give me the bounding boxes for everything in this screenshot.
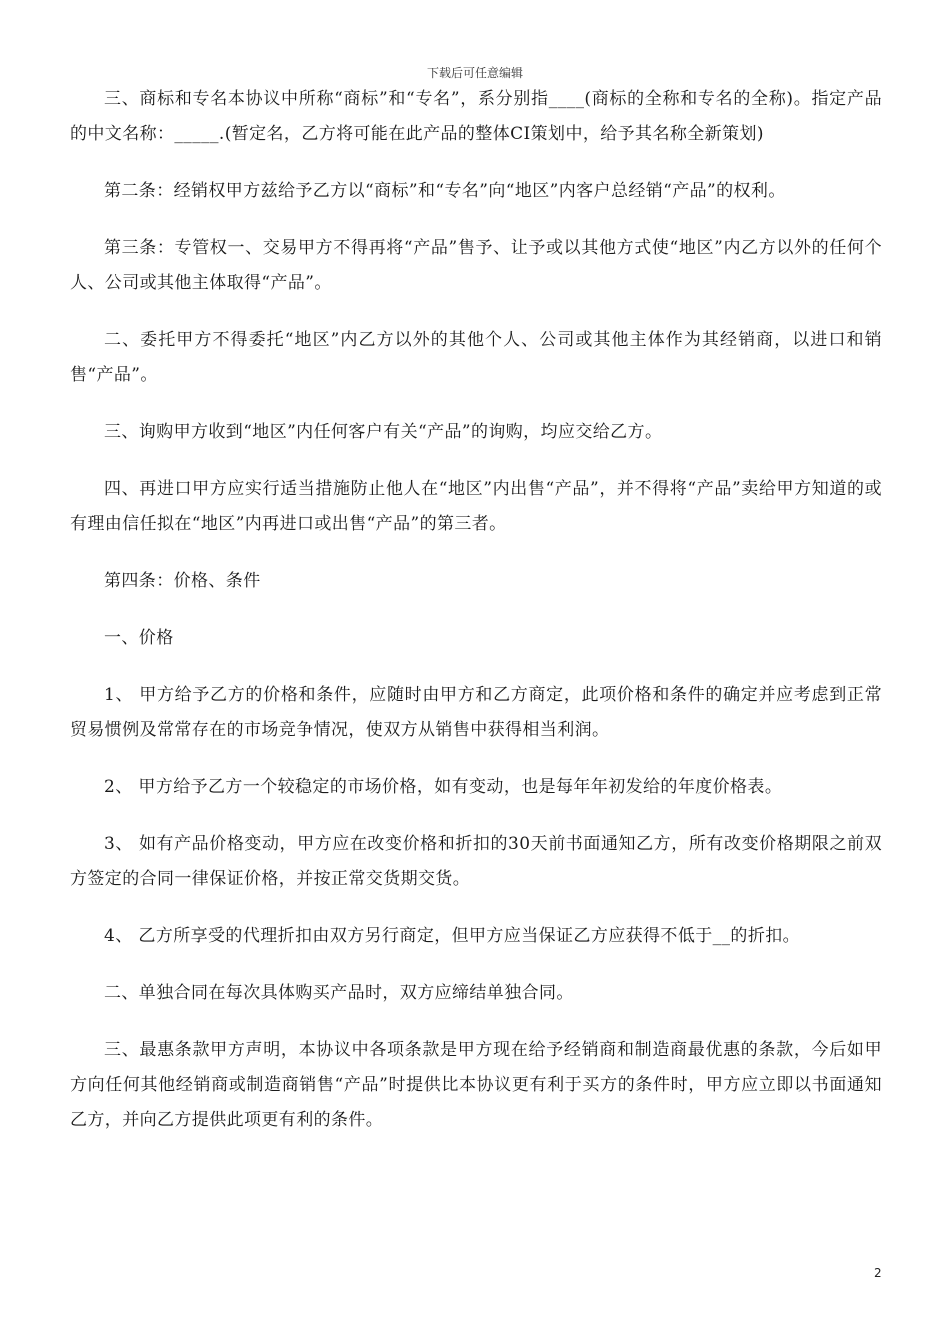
paragraph-article-2-distribution-right: 第二条：经销权甲方兹给予乙方以“商标”和“专名”向“地区”内客户总经销“产品”的权利。 [104, 181, 786, 201]
paragraph-inquiry: 三、询购甲方收到“地区”内任何客户有关“产品”的询购，均应交给乙方。 [104, 422, 663, 442]
paragraph-reimport: 四、再进口甲方应实行适当措施防止他人在“地区”内出售“产品”，并不得将“产品”卖给甲方知道的或有理由信任拟在“地区”内再进口或出售“产品”的第三者。 [70, 479, 882, 534]
paragraph-price-item-1: 1、 甲方给予乙方的价格和条件，应随时由甲方和乙方商定，此项价格和条件的确定并应考虑到正常贸易惯例及常常存在的市场竞争情况，使双方从销售中获得相当利润。 [70, 685, 882, 740]
paragraph-price-heading: 一、价格 [104, 628, 174, 648]
paragraph-price-item-4: 4、 乙方所享受的代理折扣由双方另行商定，但甲方应当保证乙方应获得不低于__的折扣。 [104, 926, 801, 946]
paragraph-entrustment: 二、委托甲方不得委托“地区”内乙方以外的其他个人、公司或其他主体作为其经销商，以进口和销售“产品”。 [70, 330, 882, 385]
paragraph-trademark-definition: 三、商标和专名本协议中所称“商标”和“专名”，系分别指____(商标的全称和专名的全称)。指定产品的中文名称：_____.(暂定名，乙方将可能在此产品的整体CI策划中，给予其名称全新策划) [70, 89, 882, 144]
paragraph-price-item-2: 2、 甲方给予乙方一个较稳定的市场价格，如有变动，也是每年年初发给的年度价格表。 [104, 777, 783, 797]
paragraph-article-4-heading: 第四条：价格、条件 [104, 571, 261, 591]
document-body [70, 82, 882, 1160]
page-number: 2 [874, 1266, 882, 1280]
paragraph-separate-contract: 二、单独合同在每次具体购买产品时，双方应缔结单独合同。 [104, 983, 574, 1003]
watermark-text: 下载后可任意编辑 [426, 66, 523, 80]
paragraph-article-3-exclusive-right: 第三条：专管权一、交易甲方不得再将“产品”售予、让予或以其他方式使“地区”内乙方以外的任何个人、公司或其他主体取得“产品”。 [70, 238, 882, 293]
paragraph-price-item-3: 3、 如有产品价格变动，甲方应在改变价格和折扣的30天前书面通知乙方，所有改变价格期限之前双方签定的合同一律保证价格，并按正常交货期交货。 [70, 834, 882, 889]
paragraph-most-favored-clause: 三、最惠条款甲方声明，本协议中各项条款是甲方现在给予经销商和制造商最优惠的条款，今后如甲方向任何其他经销商或制造商销售“产品”时提供比本协议更有利于买方的条件时，甲方应立即以书面通知乙方，并向乙方提供此项更有利的条件。 [70, 1040, 882, 1130]
